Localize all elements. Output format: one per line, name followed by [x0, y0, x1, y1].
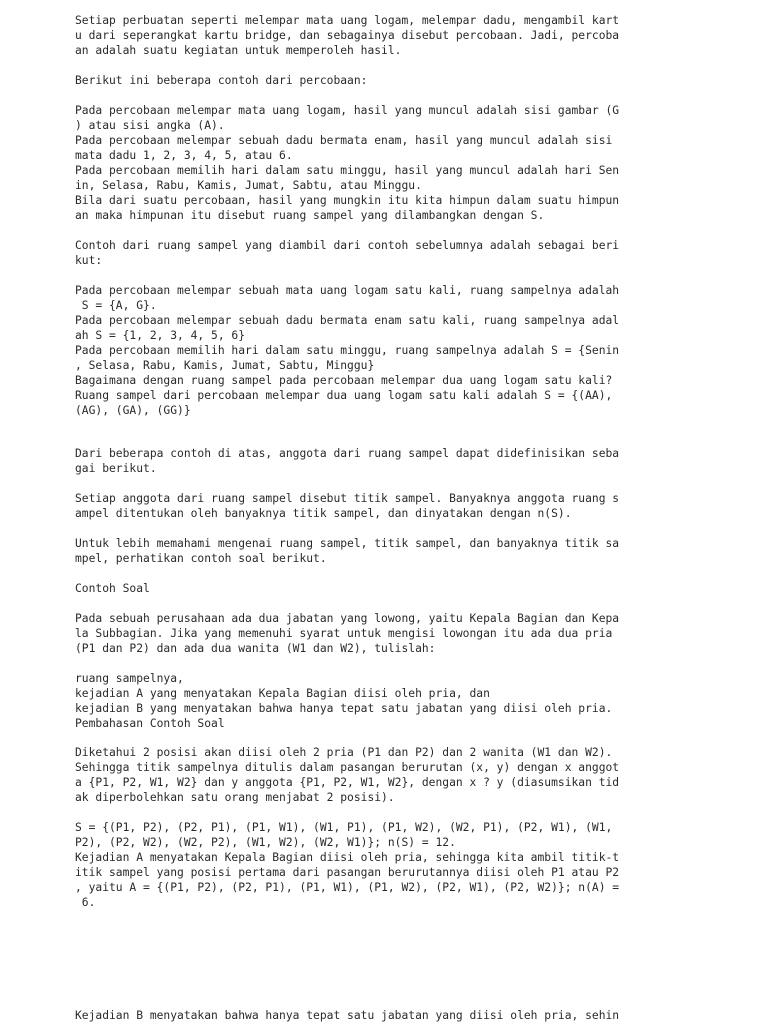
paragraph-titik-sampel: Setiap anggota dari ruang sampel disebut titik sampel. Banyaknya anggota ruang s ampel ditentukan oleh banyaknya titik sampel, dan dinyatakan dengan n(S). [75, 492, 620, 520]
heading-contoh-soal: Contoh Soal [75, 582, 150, 595]
paragraph-ruang-sampel-jawaban: S = {(P1, P2), (P2, P1), (P1, W1), (W1, P1), (P1, W2), (W2, P1), (P2, W1), (W1, P2), (P2, W2), (W2, P2), (W1, W2), (W2, W1)}; n(S) = 12. Kejadian A menyatakan Kepala Bagian diisi oleh pria, sehingga kita ambil titik-t itik sampel yang posisi pertama dari pasangan berurutannya diisi oleh P1 atau P2 , yaitu A = {(P1, P2), (P2, P1), (P1, W1), (P1, W2), (P2, W1), (P2, W2)}; n(A) = 6. [75, 821, 620, 909]
paragraph-contoh-intro: Berikut ini beberapa contoh dari percobaan: [75, 74, 368, 87]
paragraph-ruang-sampel-intro: Contoh dari ruang sampel yang diambil dari contoh sebelumnya adalah sebagai beri kut: [75, 239, 620, 267]
paragraph-soal: Pada sebuah perusahaan ada dua jabatan yang lowong, yaitu Kepala Bagian dan Kepa la Subbagian. Jika yang memenuhi syarat untuk mengisi lowongan itu ada dua pria (P1 dan P2) dan ada dua wanita (W1 dan W2), tulislah: [75, 612, 620, 655]
paragraph-contoh-list: Pada percobaan melempar mata uang logam, hasil yang muncul adalah sisi gambar (G ) atau sisi angka (A). Pada percobaan melempar sebuah dadu bermata enam, hasil yang muncul adalah sisi mata dadu 1, 2, 3, 4, 5, atau 6. Pada percobaan memilih hari dalam satu minggu, hasil yang muncul adalah hari Sen in, Selasa, Rabu, Kamis, Jumat, Sabtu, atau Minggu. Bila dari suatu percobaan, hasil yang mungkin itu kita himpun dalam suatu himpun an maka himpunan itu disebut ruang sampel yang dilambangkan dengan S. [75, 104, 620, 222]
paragraph-soal-items: ruang sampelnya, kejadian A yang menyatakan Kepala Bagian diisi oleh pria, dan kejadian B yang menyatakan bahwa hanya tepat satu jabatan yang diisi oleh pria. Pembahasan Contoh Soal [75, 672, 613, 730]
paragraph-ruang-sampel-list: Pada percobaan melempar sebuah mata uang logam satu kali, ruang sampelnya adalah S = {A, G}. Pada percobaan melempar sebuah dadu bermata enam satu kali, ruang sampelnya adal ah S = {1, 2, 3, 4, 5, 6} Pada percobaan memilih hari dalam satu minggu, ruang sampelnya adalah S = {Senin , Selasa, Rabu, Kamis, Jumat, Sabtu, Minggu} Bagaimana dengan ruang sampel pada percobaan melempar dua uang logam satu kali? Ruang sampel dari percobaan melempar dua uang logam satu kali adalah S = {(AA), (AG), (GA), (GG)} [75, 284, 620, 417]
paragraph-percobaan-definition: Setiap perbuatan seperti melempar mata uang logam, melempar dadu, mengambil kart u dari seperangkat kartu bridge, dan sebagainya disebut percobaan. Jadi, percoba an adalah suatu kegiatan untuk memperoleh hasil. [75, 14, 620, 57]
paragraph-contoh-soal-intro: Untuk lebih memahami mengenai ruang sampel, titik sampel, dan banyaknya titik sa mpel, perhatikan contoh soal berikut. [75, 537, 620, 565]
paragraph-definisi-intro: Dari beberapa contoh di atas, anggota dari ruang sampel dapat didefinisikan seba gai berikut. [75, 447, 620, 475]
paragraph-kejadian-b: Kejadian B menyatakan bahwa hanya tepat satu jabatan yang diisi oleh pria, sehin [75, 1009, 620, 1022]
paragraph-pembahasan: Diketahui 2 posisi akan diisi oleh 2 pria (P1 dan P2) dan 2 wanita (W1 dan W2). Sehingga titik sampelnya ditulis dalam pasangan berurutan (x, y) dengan x anggot a {P1, P2, W1, W2} dan y anggota {P1, P2, W1, W2}, dengan x ? y (diasumsikan tid ak diperbolehkan satu orang menjabat 2 posisi). [75, 746, 620, 804]
